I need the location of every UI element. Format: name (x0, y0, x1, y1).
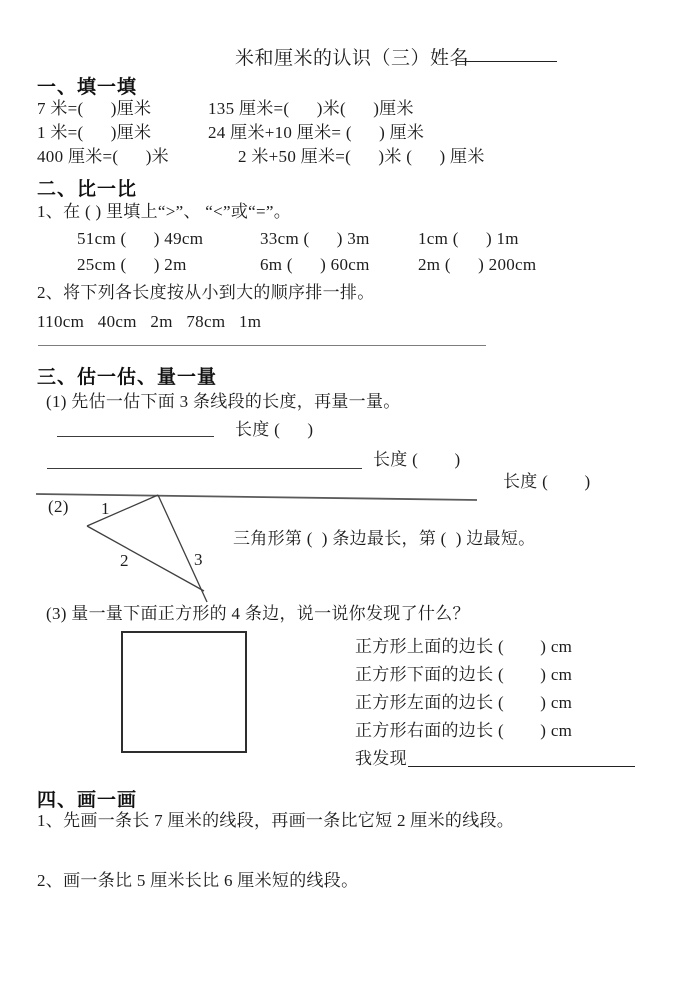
section-draw-header: 四、画一画 (37, 790, 138, 811)
fill-row2-col1: 1 米=( )厘米 (37, 123, 152, 142)
compare-r2c2: 6m ( ) 60cm (260, 255, 370, 274)
compare-item2: 2、将下列各长度按从小到大的顺序排一排。 (37, 283, 375, 302)
section-fill-header: 一、填一填 (37, 77, 138, 98)
section-compare-header: 二、比一比 (37, 179, 138, 200)
triangle-label-3: 3 (194, 550, 203, 569)
compare-r1c1: 51cm ( ) 49cm (77, 229, 204, 248)
discover-answer-line (408, 750, 635, 767)
length-label-1: 长度 ( ) (235, 420, 314, 439)
compare-r2c3: 2m ( ) 200cm (418, 255, 537, 274)
draw-item2: 2、画一条比 5 厘米长比 6 厘米短的线段。 (37, 871, 359, 890)
estimate-q2-label: (2) (48, 497, 69, 516)
compare-item1: 1、在 ( ) 里填上“>”、 “<”或“=”。 (37, 202, 292, 221)
square-row-right: 正方形右面的边长 ( ) cm (355, 721, 573, 740)
fill-row3-col2: 2 米+50 厘米=( )米 ( ) 厘米 (238, 147, 485, 166)
page-title: 米和厘米的认识（三）姓名 (235, 48, 470, 69)
estimate-q1: (1) 先估一估下面 3 条线段的长度，再量一量。 (46, 392, 401, 411)
square-row-top: 正方形上面的边长 ( ) cm (355, 637, 573, 656)
section-estimate-header: 三、估一估、量一量 (37, 367, 218, 388)
triangle-label-2: 2 (120, 551, 129, 570)
fill-row2-col2: 24 厘米+10 厘米= ( ) 厘米 (208, 123, 425, 142)
triangle-side-1 (87, 495, 158, 526)
fill-row1-col2: 135 厘米=( )米( )厘米 (208, 99, 414, 118)
triangle-side-3 (158, 495, 207, 602)
compare-r1c2: 33cm ( ) 3m (260, 229, 370, 248)
length-label-2: 长度 ( ) (373, 450, 461, 469)
square-row-bottom: 正方形下面的边长 ( ) cm (355, 665, 573, 684)
compare-r1c3: 1cm ( ) 1m (418, 229, 519, 248)
estimate-q3: (3) 量一量下面正方形的 4 条边，说一说你发现了什么？ (46, 604, 470, 623)
fill-row3-col1: 400 厘米=( )米 (37, 147, 169, 166)
triangle-label-1: 1 (101, 499, 110, 518)
draw-item1: 1、先画一条长 7 厘米的线段，再画一条比它短 2 厘米的线段。 (37, 811, 515, 830)
square-figure (121, 631, 247, 753)
estimate-q2-text: 三角形第 ( ) 条边最长，第 ( ) 边最短。 (233, 529, 536, 548)
length-label-3: 长度 ( ) (503, 472, 591, 491)
fill-row1-col1: 7 米=( )厘米 (37, 99, 152, 118)
discover-label: 我发现 (355, 749, 407, 768)
compare-values: 110cm 40cm 2m 78cm 1m (37, 312, 262, 331)
compare-r2c1: 25cm ( ) 2m (77, 255, 187, 274)
square-row-left: 正方形左面的边长 ( ) cm (355, 693, 573, 712)
